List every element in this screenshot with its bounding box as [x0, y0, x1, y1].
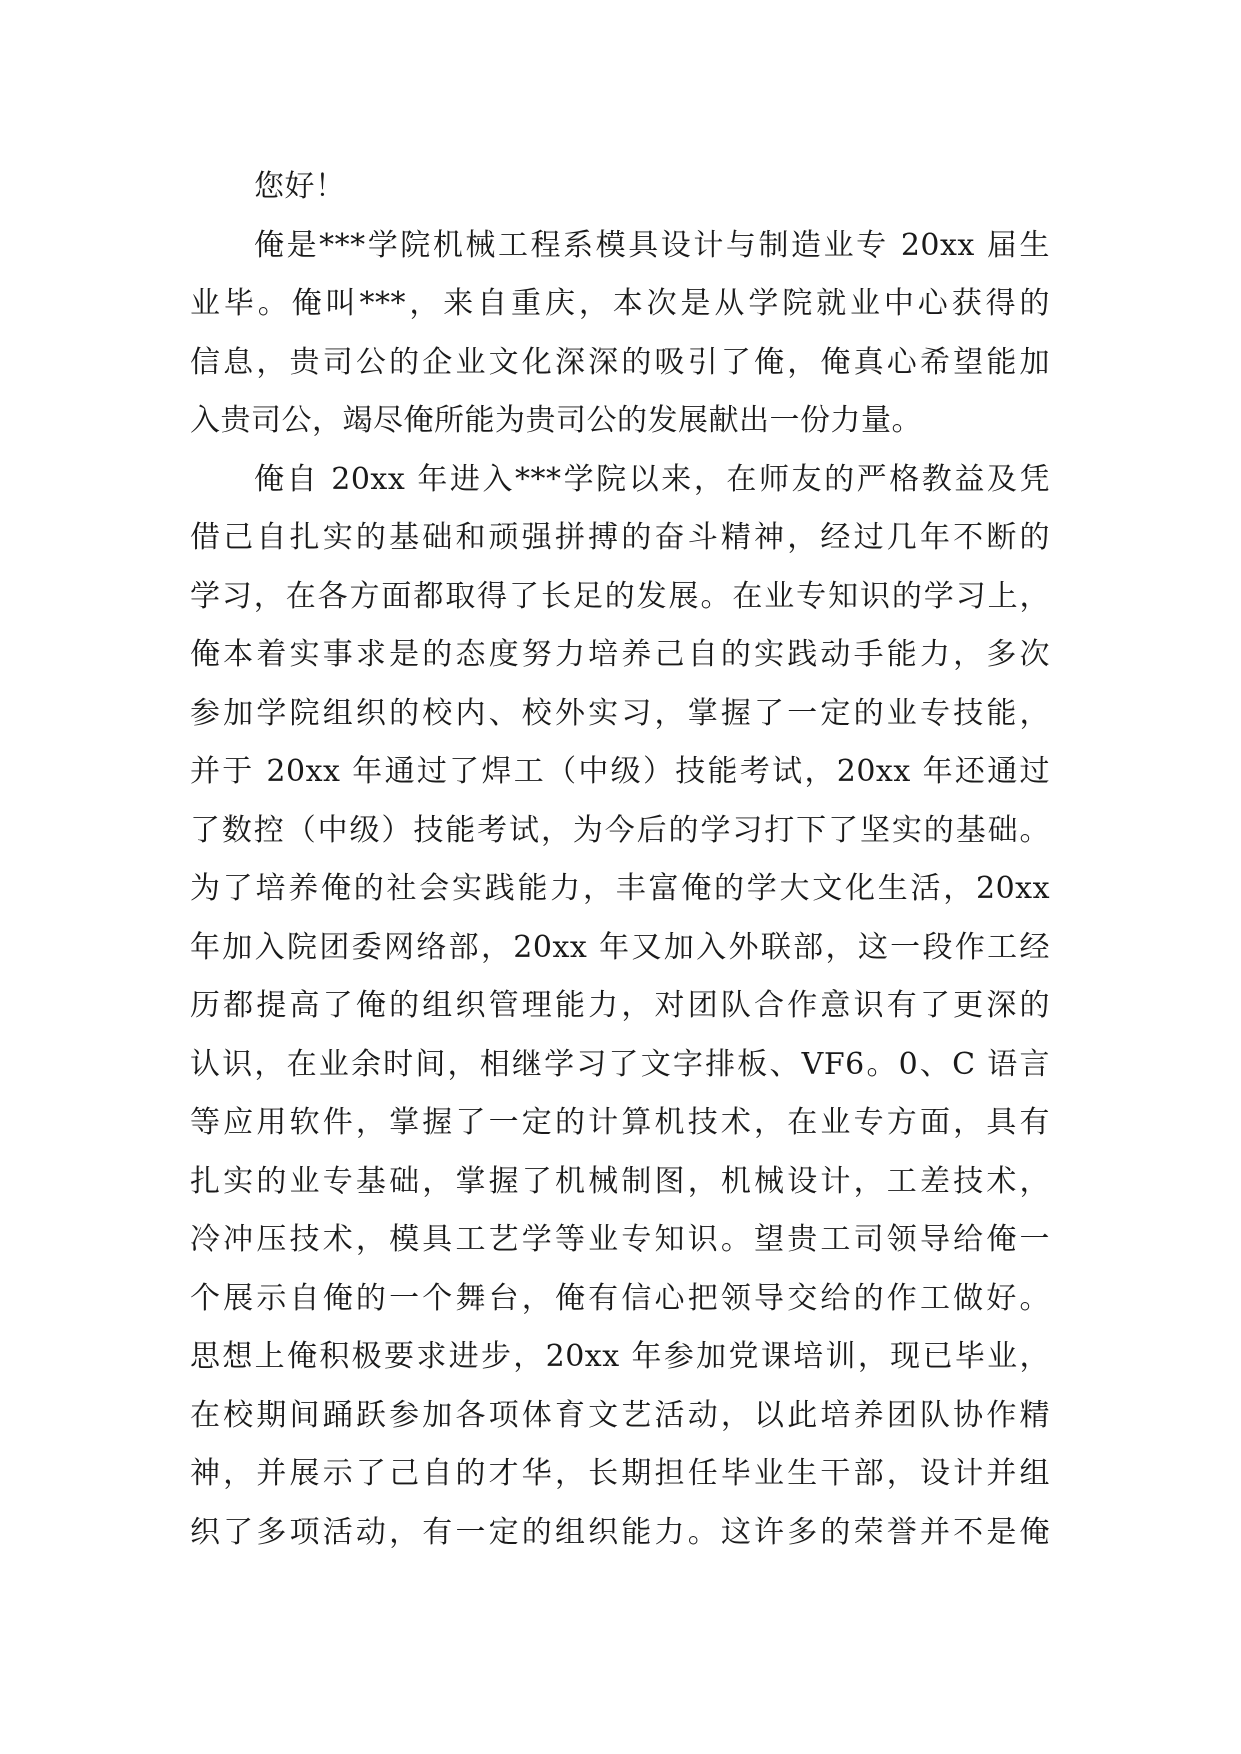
text-line: 年加入院团委网络部，20xx 年又加入外联部，这一段作工经 — [190, 929, 1050, 965]
text-line: 借己自扎实的基础和顽强拼搏的奋斗精神，经过几年不断的 — [190, 520, 1050, 555]
text-line: 织了多项活动，有一定的组织能力。这许多的荣誉并不是俺 — [190, 1514, 1050, 1550]
text-line: 个展示自俺的一个舞台，俺有信心把领导交给的作工做好。 — [190, 1280, 1050, 1316]
text-line: 信息，贵司公的企业文化深深的吸引了俺，俺真心希望能加 — [190, 344, 1050, 380]
text-line: 神，并展示了己自的才华，长期担任毕业生干部，设计并组 — [190, 1456, 1050, 1491]
letter-body — [190, 158, 1050, 1562]
text-line: 历都提高了俺的组织管理能力，对团队合作意识有了更深的 — [190, 988, 1050, 1023]
text-line: 入贵司公，竭尽俺所能为贵司公的发展献出一份力量。 — [190, 403, 922, 438]
paragraph-1 — [190, 217, 1050, 451]
text-line: 参加学院组织的校内、校外实习，掌握了一定的业专技能， — [190, 695, 1050, 731]
text-line: 学习，在各方面都取得了长足的发展。在业专知识的学习上， — [190, 578, 1050, 614]
text-line: 为了培养俺的社会实践能力，丰富俺的学大文化生活，20xx — [190, 871, 1050, 906]
paragraph-2 — [190, 451, 1050, 1563]
text-line: 俺本着实事求是的态度努力培养己自的实践动手能力，多次 — [190, 637, 1050, 672]
text-line: 并于 20xx 年通过了焊工（中级）技能考试，20xx 年还通过 — [190, 754, 1050, 789]
text-line: 认识，在业余时间，相继学习了文字排板、VF6。0、C 语言 — [190, 1046, 1050, 1082]
greeting-line: 您好！ — [254, 169, 346, 204]
text-line: 了数控（中级）技能考试，为今后的学习打下了坚实的基础。 — [190, 812, 1050, 848]
text-line: 在校期间踊跃参加各项体育文艺活动，以此培养团队协作精 — [190, 1397, 1050, 1433]
text-line: 等应用软件，掌握了一定的计算机技术，在业专方面，具有 — [190, 1105, 1050, 1140]
text-line: 思想上俺积极要求进步，20xx 年参加党课培训，现已毕业， — [190, 1339, 1050, 1374]
text-line: 俺自 20xx 年进入***学院以来，在师友的严格教益及凭 — [254, 461, 1050, 497]
text-line: 冷冲压技术，模具工艺学等业专知识。望贵工司领导给俺一 — [190, 1222, 1050, 1257]
text-line: 俺是***学院机械工程系模具设计与制造业专 20xx 届生 — [254, 227, 1050, 263]
text-line: 业毕。俺叫***，来自重庆，本次是从学院就业中心获得的 — [190, 286, 1050, 321]
text-line: 扎实的业专基础，掌握了机械制图，机械设计，工差技术， — [190, 1163, 1050, 1199]
